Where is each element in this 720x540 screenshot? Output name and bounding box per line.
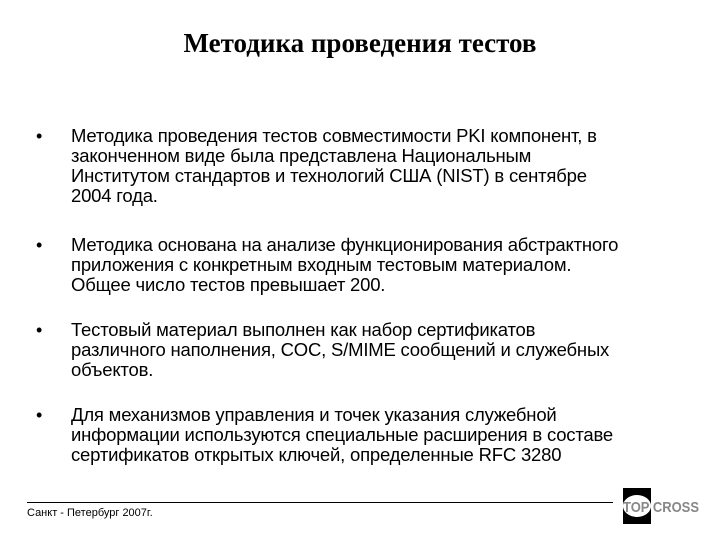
- svg-text:TOP CROSS: TOP CROSS: [623, 499, 699, 516]
- bullet-dot: •: [36, 235, 43, 255]
- footer-text: Санкт - Петербург 2007г.: [27, 507, 153, 519]
- bullet-line: Методика основана на анализе функционирования абстрактного: [71, 234, 619, 255]
- bullet-line: 2004 года.: [71, 185, 158, 206]
- bullet-line: сертификатов открытых ключей, определенные RFC 3280: [71, 444, 562, 465]
- bullet-line: приложения с конкретным входным тестовым материалом.: [71, 254, 572, 275]
- bullet-dot: •: [36, 126, 43, 146]
- bullet-line: Тестовый материал выполнен как набор сертификатов: [71, 319, 536, 340]
- top-cross-logo: [620, 486, 700, 526]
- bullet-line: Для механизмов управления и точек указания служебной: [71, 404, 557, 425]
- bullet-line: объектов.: [71, 359, 154, 380]
- footer-divider: [27, 502, 613, 503]
- bullet-dot: •: [36, 320, 43, 340]
- slide-title: Методика проведения тестов: [183, 28, 537, 58]
- bullet-line: информации используются специальные расширения в составе: [71, 424, 614, 445]
- bullet-line: Институтом стандартов и технологий США (NIST) в сентябре: [71, 165, 587, 186]
- bullet-line: Общее число тестов превышает 200.: [71, 274, 386, 295]
- bullet-line: законченном виде была представлена Национальным: [71, 145, 532, 166]
- bullet-line: различного наполнения, COC, S/MIME сообщений и служебных: [71, 339, 610, 360]
- bullet-dot: •: [36, 405, 43, 425]
- bullet-line: Методика проведения тестов совместимости PKI компонент, в: [71, 125, 597, 146]
